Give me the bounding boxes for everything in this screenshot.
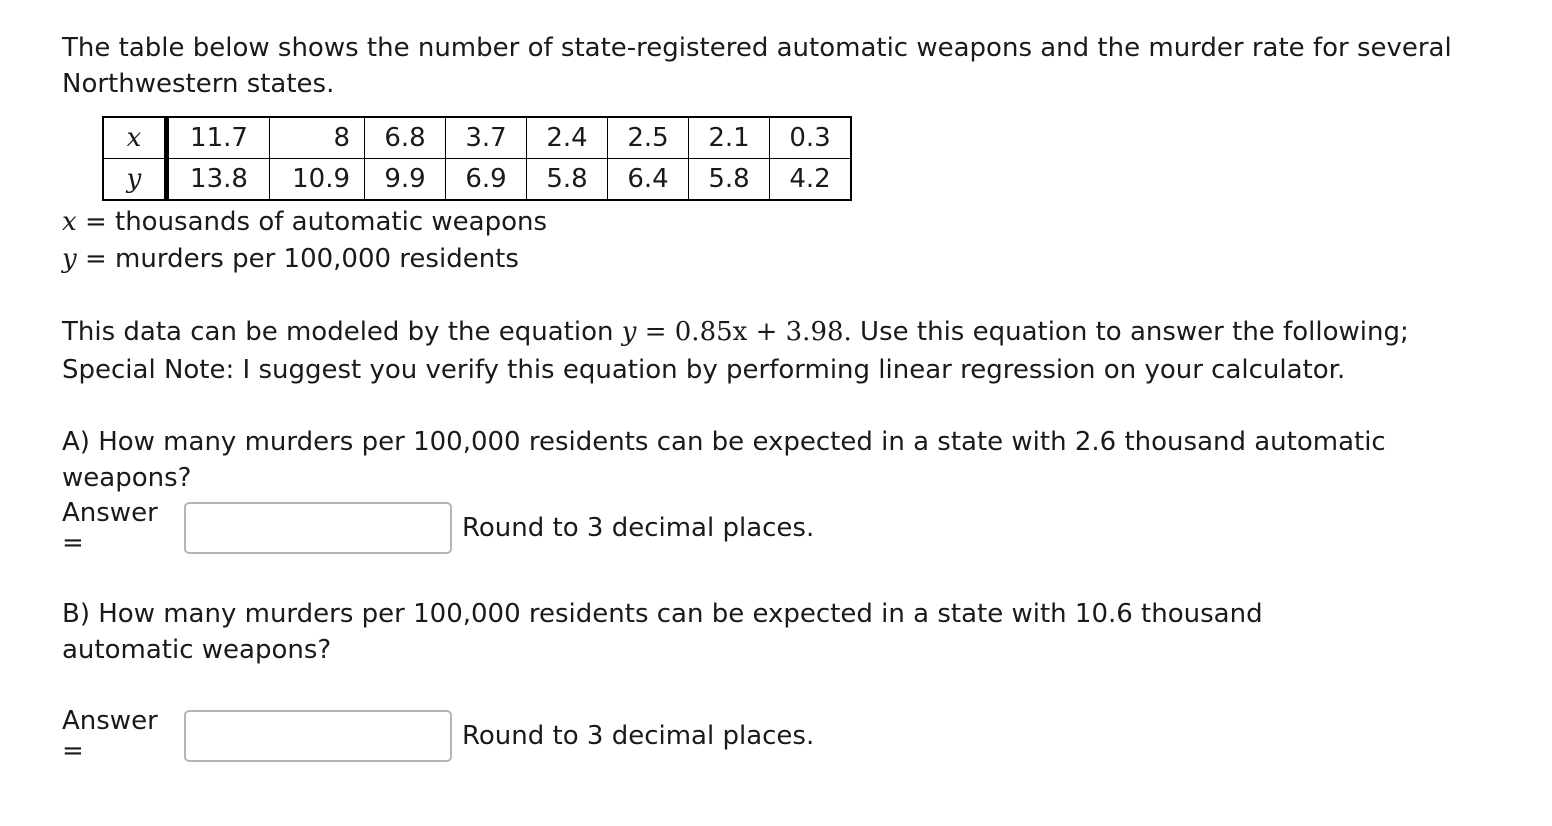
row-header-y: y	[103, 159, 167, 201]
table-row-x	[103, 117, 851, 159]
table-cell: 4.2	[770, 159, 852, 201]
table-cell: 8	[270, 117, 365, 159]
equals-sign: =	[84, 244, 107, 274]
x-definition-text: thousands of automatic weapons	[115, 207, 548, 237]
special-note: Special Note: I suggest you verify this equation by performing linear regression on your calculator.	[62, 355, 1346, 385]
question-b: B) How many murders per 100,000 residents can be expected in a state with 10.6 thousand automatic weapons?	[62, 599, 1263, 665]
data-table	[102, 116, 852, 201]
model-text-after: Use this equation to answer the following;	[851, 317, 1409, 347]
rounding-hint-b: Round to 3 decimal places.	[462, 721, 815, 751]
answer-row-a	[62, 499, 814, 557]
x-variable: x	[62, 207, 77, 237]
equals-sign: =	[84, 207, 107, 237]
table-cell: 2.5	[608, 117, 689, 159]
table-cell: 11.7	[167, 117, 270, 159]
table-cell: 10.9	[270, 159, 365, 201]
table-cell: 2.1	[689, 117, 770, 159]
table-cell: 2.4	[527, 117, 608, 159]
table-cell: 13.8	[167, 159, 270, 201]
table-cell: 6.4	[608, 159, 689, 201]
row-header-x: x	[103, 117, 167, 159]
answer-input-a[interactable]	[184, 502, 452, 554]
rounding-hint-a: Round to 3 decimal places.	[462, 513, 815, 543]
intro-text: The table below shows the number of state-registered automatic weapons and the murder rate for several Northwestern states.	[62, 33, 1452, 99]
model-description	[62, 313, 1502, 389]
table-cell: 6.9	[446, 159, 527, 201]
table-cell: 5.8	[527, 159, 608, 201]
question-a: A) How many murders per 100,000 residents can be expected in a state with 2.6 thousand automatic weapons?	[62, 427, 1386, 493]
answer-label-b: Answer =	[62, 706, 158, 766]
y-definition-text: murders per 100,000 residents	[115, 244, 519, 274]
table-cell: 5.8	[689, 159, 770, 201]
table-cell: 9.9	[365, 159, 446, 201]
y-definition	[62, 241, 547, 278]
table-cell: 3.7	[446, 117, 527, 159]
equation-rhs: = 0.85x + 3.98.	[636, 317, 852, 347]
answer-row-b	[62, 707, 814, 765]
table-row-y	[103, 159, 851, 201]
model-text-before: This data can be modeled by the equation	[62, 317, 622, 347]
model-sentence	[62, 313, 1502, 351]
y-variable: y	[62, 244, 77, 274]
answer-label-a: Answer =	[62, 498, 158, 558]
equation-variable: y	[621, 317, 637, 347]
table-cell: 6.8	[365, 117, 446, 159]
answer-input-b[interactable]	[184, 710, 452, 762]
x-definition	[62, 204, 547, 241]
variable-definitions	[62, 204, 547, 278]
table-cell: 0.3	[770, 117, 852, 159]
